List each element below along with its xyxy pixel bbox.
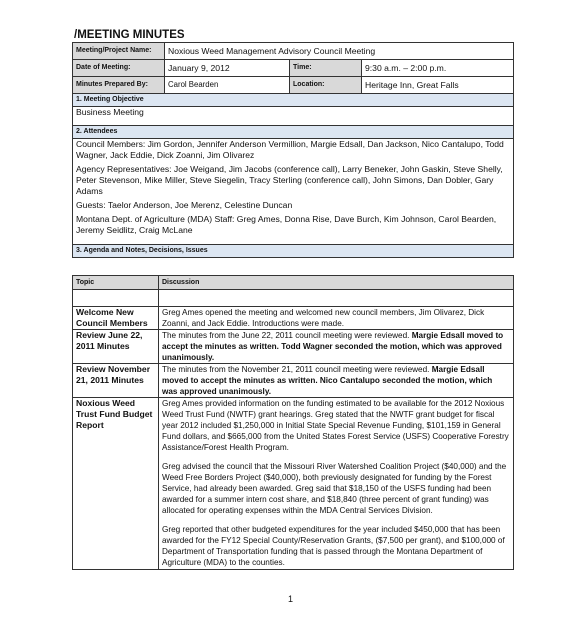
agenda-row xyxy=(73,364,514,398)
agenda-topic: Noxious Weed Trust Fund Budget Report xyxy=(73,398,159,570)
discussion-paragraph: Greg reported that other budgeted expenditures for the year included $450,000 that has been awarded for the FY12 Special County/Reservation Grants, ($7,500 per grant), and $100,000 of Department of Transportation funding that is passed through the Montana Department of Agriculture (MDA) to the counties. xyxy=(162,525,505,567)
location-label: Location: xyxy=(290,77,362,94)
minutes-table xyxy=(72,42,514,258)
page-number: 1 xyxy=(288,594,294,604)
motion-text: Margie Edsall moved to accept the minutes as written. Nico Cantalupo seconded the motion, which was approved unanimously. xyxy=(162,365,493,396)
location-value: Heritage Inn, Great Falls xyxy=(362,77,514,94)
agenda-table xyxy=(72,275,514,570)
agenda-topic: Review November 21, 2011 Minutes xyxy=(73,364,159,398)
mda-staff: Montana Dept. of Agriculture (MDA) Staff: Greg Ames, Donna Rise, Dave Burch, Kim Johnson, Carol Bearden, Jeremy Seidlitz, Craig McLane xyxy=(76,214,497,235)
guests: Guests: Taelor Anderson, Joe Merenz, Celestine Duncan xyxy=(76,200,293,210)
prepared-by-value: Carol Bearden xyxy=(165,77,290,94)
discussion-column-header: Discussion xyxy=(159,276,514,290)
attendees-heading: 2. Attendees xyxy=(73,126,514,139)
objective-heading: 1. Meeting Objective xyxy=(73,94,514,107)
council-members: Council Members: Jim Gordon, Jennifer Anderson Vermillion, Margie Edsall, Dan Jackson, Nico Cantalupo, Todd Wagner, Jack Eddie, Dick Zoanni, Jim Olivarez xyxy=(76,139,504,160)
agency-representatives: Agency Representatives: Joe Weigand, Jim Jacobs (conference call), Larry Beneker, John Gaskin, Steve Shelly, Peter Stevenson, Mike Miller, Steve Siegelin, Tracy Sterling (conference call), John Simons, Dan Dobler, Gary Adams xyxy=(76,164,503,196)
agenda-discussion xyxy=(159,364,514,398)
discussion-text: The minutes from the November 21, 2011 council meeting were reviewed. xyxy=(162,365,430,374)
discussion-paragraph: Greg advised the council that the Missouri River Watershed Coalition Project ($40,000) and the Weed Free Borders Project ($40,000), both previously designated for funding by the Forest Service, had already been awarded. Greg said that $18,150 of the USFS funding had been awarded for a summer intern cost share, and $18,840 (three percent of grant funding) was allocated for operating expenses within the MDA Central Services Division. xyxy=(162,462,507,515)
discussion-text: The minutes from the June 22, 2011 council meeting were reviewed. xyxy=(162,331,410,340)
agenda-discussion xyxy=(159,398,514,570)
agenda-topic: Review June 22, 2011 Minutes xyxy=(73,330,159,364)
meeting-name-label: Meeting/Project Name: xyxy=(73,43,165,60)
agenda-discussion: Greg Ames opened the meeting and welcomed new council members, Jim Olivarez, Dick Zoanni, and Jack Eddie. Introductions were made. xyxy=(159,307,514,330)
meeting-name-value: Noxious Weed Management Advisory Council Meeting xyxy=(165,43,514,60)
topic-column-header: Topic xyxy=(73,276,159,290)
date-label: Date of Meeting: xyxy=(73,60,165,77)
time-label: Time: xyxy=(290,60,362,77)
prepared-by-label: Minutes Prepared By: xyxy=(73,77,165,94)
agenda-heading: 3. Agenda and Notes, Decisions, Issues xyxy=(73,245,514,258)
date-value: January 9, 2012 xyxy=(165,60,290,77)
objective-text: Business Meeting xyxy=(73,107,514,126)
motion-text: Margie Edsall moved to accept the minutes as written. Todd Wagner seconded the motion, which was approved unanimously. xyxy=(162,331,504,362)
agenda-discussion xyxy=(159,330,514,364)
agenda-row xyxy=(73,330,514,364)
page-title: /MEETING MINUTES xyxy=(74,29,185,41)
agenda-topic: Welcome New Council Members xyxy=(73,307,159,330)
time-value: 9:30 a.m. – 2:00 p.m. xyxy=(362,60,514,77)
agenda-row xyxy=(73,398,514,570)
attendees-body xyxy=(73,139,514,245)
discussion-paragraph: Greg Ames provided information on the funding estimated to be available for the 2012 Noxious Weed Trust Fund (NWTF) grant hearings. Greg stated that the NWTF grant budget for fiscal year 2012 included $1,250,000 in Initial State Special Revenue Funding, $101,159 in General Fund dollars, and $665,000 from the United States Forest Service (USFS) Cooperative Forestry Assistance/Forest Health Program. xyxy=(162,399,509,452)
agenda-row xyxy=(73,307,514,330)
